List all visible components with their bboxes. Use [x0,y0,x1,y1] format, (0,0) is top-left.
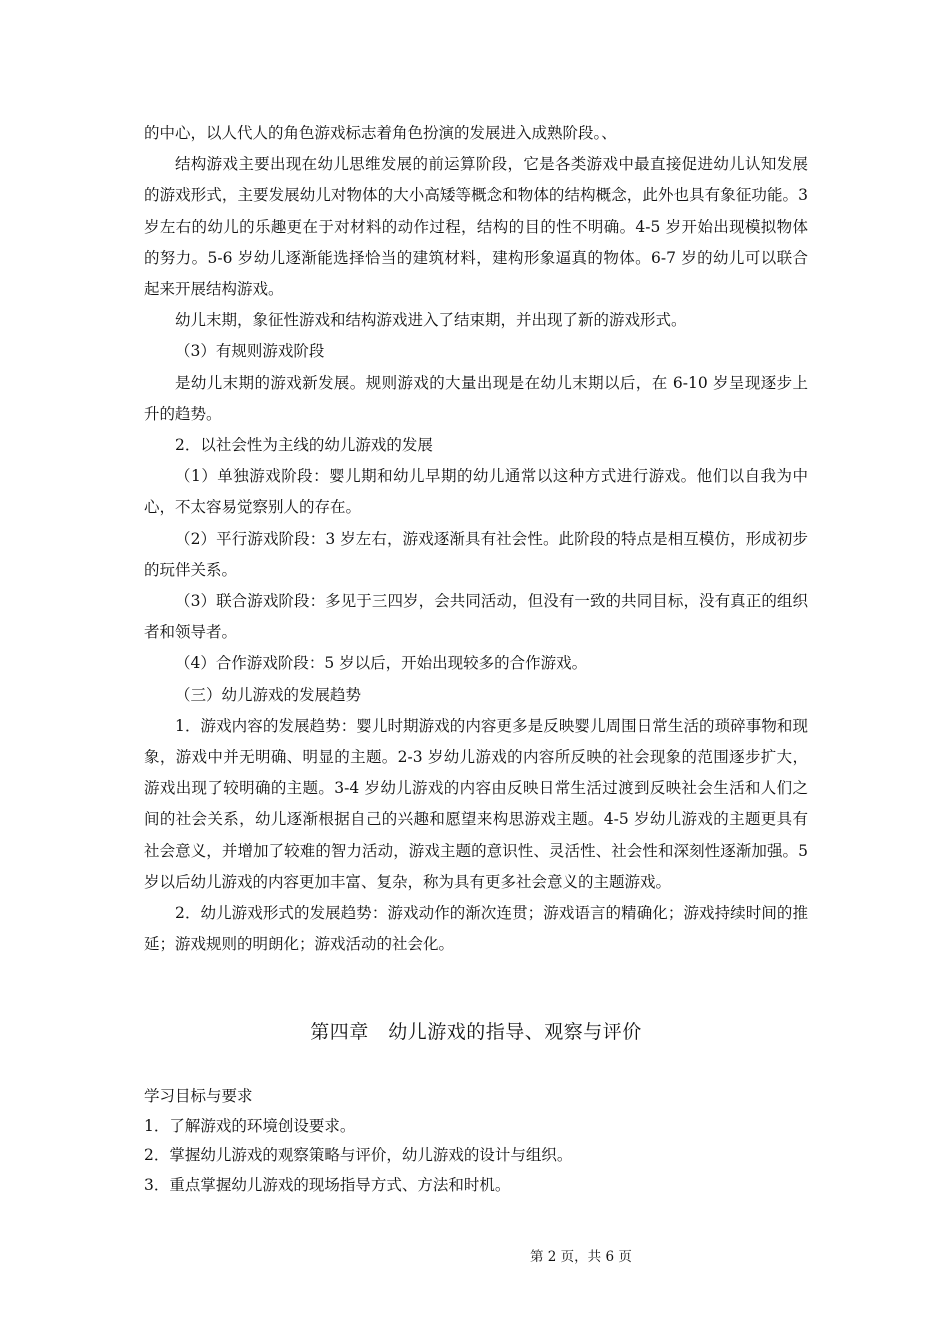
paragraph: 幼儿末期，象征性游戏和结构游戏进入了结束期，并出现了新的游戏形式。 [175,311,687,330]
paragraph: 结构游戏主要出现在幼儿思维发展的前运算阶段，它是各类游戏中最直接促进幼儿认知发展的游戏形式，主要发展幼儿对物体的大小高矮等概念和物体的结构概念，此外也具有象征功能。3 岁左右的幼儿的乐趣更在于对材料的动作过程，结构的目的性不明确。4-5 岁开始出现模拟物体的努力。5-6 岁幼儿逐渐能选择恰当的建筑材料，建构形象逼真的物体。6-7 岁的幼儿可以联合起来开展结构游戏。 [144,155,808,299]
body-text [144,118,808,960]
subheading: 2．以社会性为主线的幼儿游戏的发展 [175,436,433,455]
learning-objectives [144,1082,808,1200]
paragraph: （2）平行游戏阶段：3 岁左右，游戏逐渐具有社会性。此阶段的特点是相互模仿，形成初步的玩伴关系。 [144,529,808,579]
paragraph: 的中心，以人代人的角色游戏标志着角色扮演的发展进入成熟阶段。、 [144,124,617,142]
objective-item: 1．了解游戏的环境创设要求。 [144,1116,356,1135]
page-number-footer: 第 2 页，共 6 页 [530,1249,632,1265]
subheading: （3）有规则游戏阶段 [175,342,325,361]
objective-item: 2．掌握幼儿游戏的观察策略与评价，幼儿游戏的设计与组织。 [144,1146,573,1165]
paragraph: （1）单独游戏阶段：婴儿期和幼儿早期的幼儿通常以这种方式进行游戏。他们以自我为中心，不太容易觉察别人的存在。 [144,467,808,517]
paragraph: 1．游戏内容的发展趋势：婴儿时期游戏的内容更多是反映婴儿周围日常生活的琐碎事物和现象，游戏中并无明确、明显的主题。2-3 岁幼儿游戏的内容所反映的社会现象的范围逐步扩大，游戏出现了较明确的主题。3-4 岁幼儿游戏的内容由反映日常生活过渡到反映社会生活和人们之间的社会关系，幼儿逐渐根据自己的兴趣和愿望来构思游戏主题。4-5 岁幼儿游戏的主题更具有社会意义，并增加了较难的智力活动，游戏主题的意识性、灵活性、社会性和深刻性逐渐加强。5 岁以后幼儿游戏的内容更加丰富、复杂，称为具有更多社会意义的主题游戏。 [144,716,808,891]
paragraph: 2．幼儿游戏形式的发展趋势：游戏动作的渐次连贯；游戏语言的精确化；游戏持续时间的推延；游戏规则的明朗化；游戏活动的社会化。 [144,904,808,954]
objectives-heading: 学习目标与要求 [144,1087,253,1105]
paragraph: 是幼儿末期的游戏新发展。规则游戏的大量出现是在幼儿末期以后，在 6-10 岁呈现逐步上升的趋势。 [144,373,808,423]
objective-item: 3．重点掌握幼儿游戏的现场指导方式、方法和时机。 [144,1175,511,1194]
chapter-title: 第四章 幼儿游戏的指导、观察与评价 [310,1021,642,1043]
paragraph: （4）合作游戏阶段：5 岁以后，开始出现较多的合作游戏。 [175,654,588,673]
paragraph: （3）联合游戏阶段：多见于三四岁，会共同活动，但没有一致的共同目标，没有真正的组织者和领导者。 [144,592,808,642]
subheading: （三）幼儿游戏的发展趋势 [175,685,362,704]
